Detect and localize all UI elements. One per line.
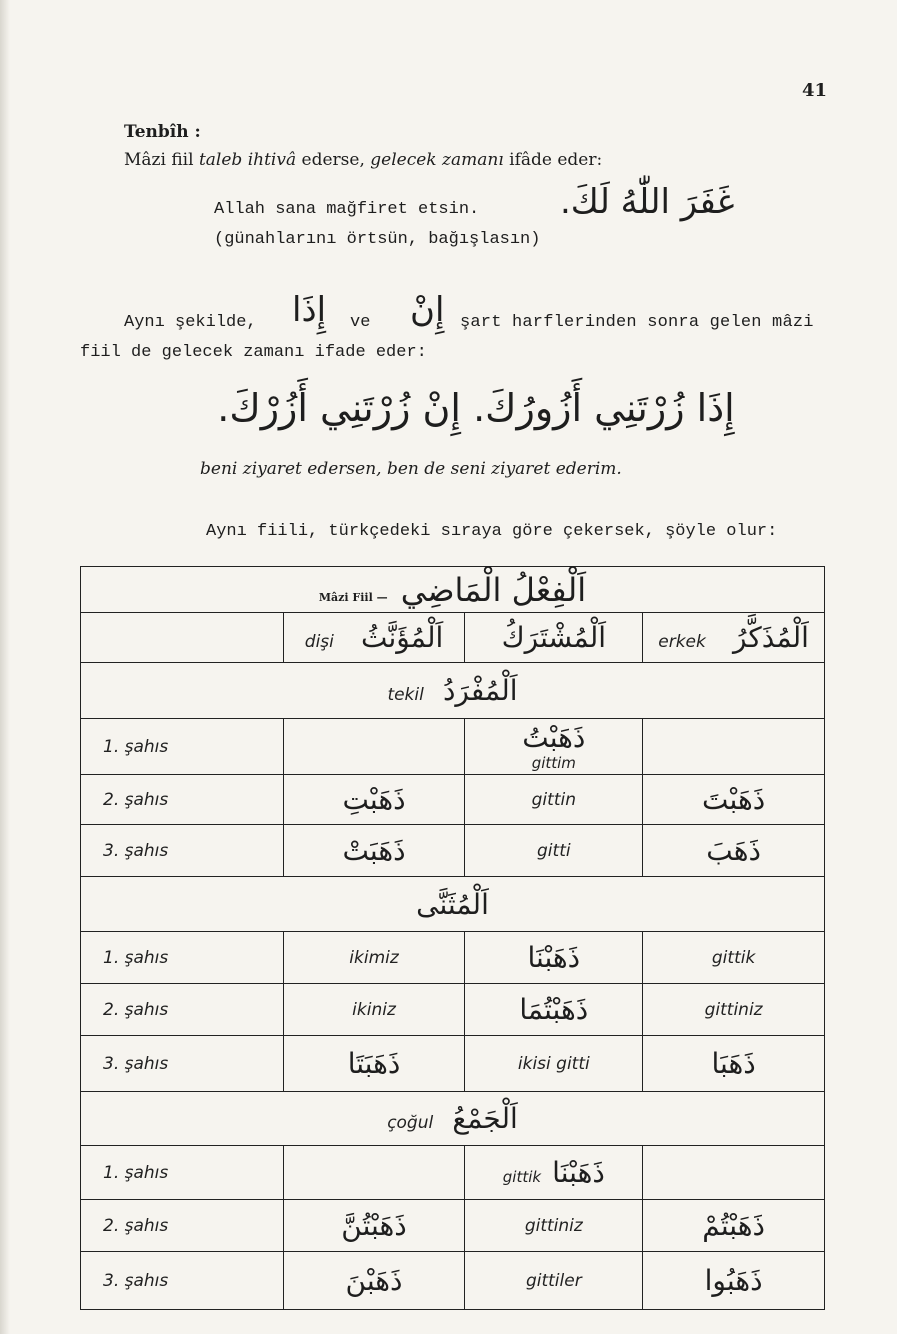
table-row: [81, 1146, 825, 1200]
person-label: 3. şahıs: [81, 1036, 284, 1092]
feminine-translation: ikiniz: [283, 984, 465, 1036]
common-translation: gittiler: [465, 1252, 643, 1310]
plural-arabic: اَلْجَمْعُ: [452, 1102, 518, 1135]
common-translation: gittim: [531, 754, 576, 772]
singular-arabic: اَلْمُفْرَدُ: [442, 674, 518, 707]
common-form-cell: [465, 719, 643, 775]
common-form-cell: [465, 1146, 643, 1200]
header-masculine-cell: [643, 613, 825, 663]
singular-label: tekil: [387, 685, 424, 705]
table-intro: Aynı fiili, türkçedeki sıraya göre çekersek, şöyle olur:: [206, 522, 778, 541]
header-feminine-cell: [283, 613, 465, 663]
example1-arabic: غَفَرَ اللّٰهُ لَكَ.: [560, 182, 735, 222]
table-title-label: Mâzi Fiil —: [318, 590, 388, 604]
masculine-form: ذَهَبْتَ: [643, 775, 825, 825]
page-number: 41: [802, 80, 828, 101]
person-label: 1. şahıs: [81, 1146, 284, 1200]
intro-text: [124, 150, 602, 170]
intro-before: Mâzi fiil: [124, 150, 199, 170]
masculine-form: [643, 719, 825, 775]
feminine-form: [283, 719, 465, 775]
table-row: [81, 775, 825, 825]
dual-arabic: اَلْمُثَنَّى: [416, 887, 489, 921]
person-label: 1. şahıs: [81, 932, 284, 984]
common-form: ذَهَبْنَا: [552, 1156, 605, 1189]
table-row: [81, 932, 825, 984]
header-feminine-arabic: اَلْمُؤَنَّثُ: [361, 621, 444, 654]
feminine-form: ذَهَبْتِ: [283, 775, 465, 825]
table-row: [81, 1252, 825, 1310]
feminine-translation: ikimiz: [283, 932, 465, 984]
paragraph2-text1: Aynı şekilde,: [124, 313, 257, 332]
common-form: ذَهَبْتُمَا: [465, 984, 643, 1036]
plural-section-row: [81, 1092, 825, 1146]
feminine-form: ذَهَبْتُنَّ: [283, 1200, 465, 1252]
scan-edge-shadow: [0, 0, 10, 1334]
masculine-form: [643, 1146, 825, 1200]
person-label: 2. şahıs: [81, 1200, 284, 1252]
masculine-form: ذَهَبْتُمْ: [643, 1200, 825, 1252]
table-row: [81, 1036, 825, 1092]
paragraph2-text2: ve: [350, 313, 371, 332]
dual-section-row: [81, 877, 825, 932]
feminine-form: [283, 1146, 465, 1200]
common-translation: gittin: [465, 775, 643, 825]
example2-translation: beni ziyaret edersen, ben de seni ziyaret ederim.: [200, 459, 622, 479]
singular-section-row: [81, 663, 825, 719]
header-masculine-arabic: اَلْمُذَكَّرُ: [732, 621, 809, 654]
plural-section-cell: [81, 1092, 825, 1146]
person-label: 1. şahıs: [81, 719, 284, 775]
table-header-row: [81, 613, 825, 663]
common-form: ذَهَبْتُ: [522, 721, 586, 754]
example1-translation: Allah sana mağfiret etsin.: [214, 200, 480, 219]
plural-label: çoğul: [387, 1113, 434, 1133]
paragraph2-text3: şart harflerinden sonra gelen mâzi: [460, 313, 814, 332]
masculine-form: ذَهَبَ: [643, 825, 825, 877]
paragraph2-arabic2: إِنْ: [410, 290, 445, 330]
table-title-row: [81, 567, 825, 613]
common-translation: gittiniz: [465, 1200, 643, 1252]
common-translation: gitti: [465, 825, 643, 877]
table-row: [81, 825, 825, 877]
intro-italic-2: gelecek zamanı: [370, 150, 504, 170]
conjugation-table: [80, 566, 825, 1310]
masculine-translation: gittik: [643, 932, 825, 984]
table-row: [81, 1200, 825, 1252]
feminine-form: ذَهَبَتْ: [283, 825, 465, 877]
singular-section-cell: [81, 663, 825, 719]
common-translation: gittik: [502, 1168, 542, 1186]
intro-middle: ederse,: [296, 150, 371, 170]
header-feminine-label: dişi: [304, 632, 334, 652]
example2-arabic: إِذَا زُرْتَنِي أَزُورُكَ. إِنْ زُرْتَنِي أَزُرْكَ.: [217, 386, 735, 430]
table-row: [81, 719, 825, 775]
masculine-form: ذَهَبُوا: [643, 1252, 825, 1310]
common-translation: ikisi gitti: [465, 1036, 643, 1092]
table-title-cell: [81, 567, 825, 613]
header-empty-cell: [81, 613, 284, 663]
table-row: [81, 984, 825, 1036]
intro-after: ifâde eder:: [503, 150, 603, 170]
paragraph2-line2: fiil de gelecek zamanı ifade eder:: [80, 343, 427, 362]
common-form: ذَهَبْنَا: [465, 932, 643, 984]
header-masculine-label: erkek: [658, 632, 706, 652]
feminine-form: ذَهَبْنَ: [283, 1252, 465, 1310]
header-common-arabic: اَلْمُشْتَرَكُ: [501, 621, 607, 654]
masculine-form: ذَهَبَا: [643, 1036, 825, 1092]
dual-section-cell: [81, 877, 825, 932]
tenbih-heading: Tenbîh :: [124, 122, 201, 142]
feminine-form: ذَهَبَتَا: [283, 1036, 465, 1092]
example1-note: (günahlarını örtsün, bağışlasın): [214, 230, 541, 249]
person-label: 3. şahıs: [81, 825, 284, 877]
person-label: 2. şahıs: [81, 775, 284, 825]
header-common-cell: [465, 613, 643, 663]
person-label: 3. şahıs: [81, 1252, 284, 1310]
person-label: 2. şahıs: [81, 984, 284, 1036]
paragraph2-arabic1: إِذَا: [292, 290, 327, 330]
masculine-translation: gittiniz: [643, 984, 825, 1036]
intro-italic-1: taleb ihtivâ: [198, 150, 297, 170]
table-title-arabic: اَلْفِعْلُ الْمَاضِي: [400, 570, 587, 609]
